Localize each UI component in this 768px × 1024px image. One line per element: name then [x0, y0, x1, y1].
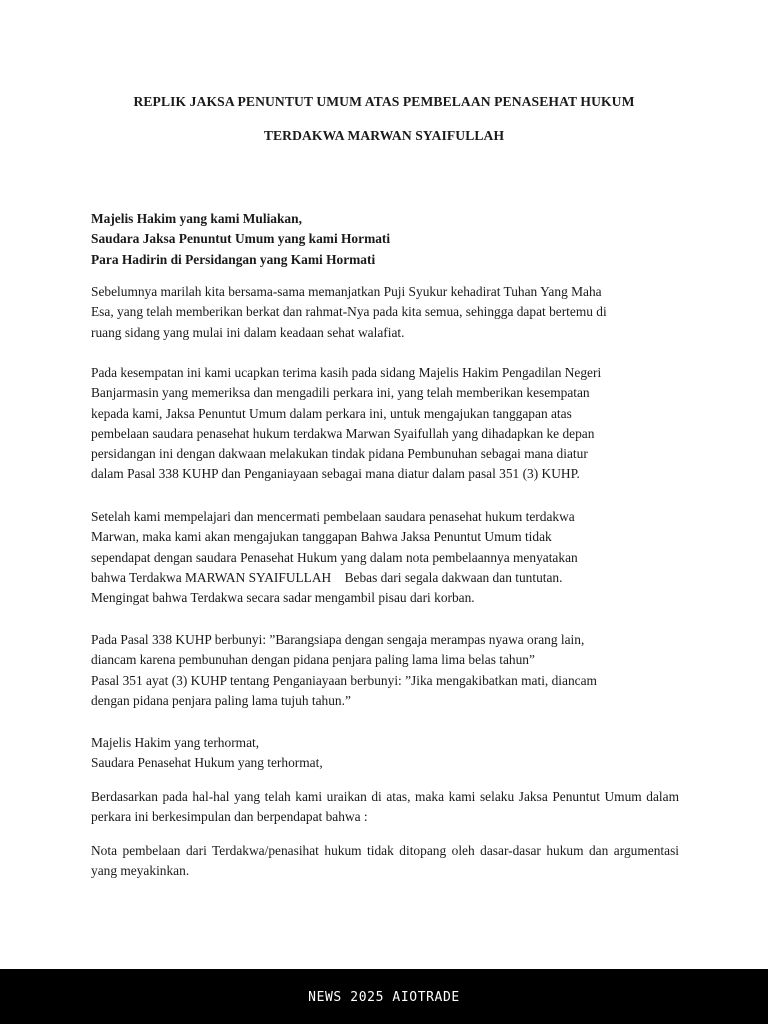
paragraph-line: Setelah kami mempelajari dan mencermati pembelaan saudara penasehat hukum terdakwa: [91, 509, 575, 524]
paragraph-line: bahwa Terdakwa MARWAN SYAIFULLAH Bebas dari segala dakwaan dan tuntutan.: [91, 569, 563, 585]
paragraph-legal-articles: [91, 630, 679, 711]
salutation-line: Majelis Hakim yang kami Muliakan,: [91, 211, 302, 226]
paragraph-line: dalam Pasal 338 KUHP dan Penganiayaan sebagai mana diatur dalam pasal 351 (3) KUHP.: [91, 466, 580, 482]
paragraph-line: Esa, yang telah memberikan berkat dan rahmat-Nya pada kita semua, sehingga dapat bertemu di: [91, 304, 607, 320]
address-line: Saudara Penasehat Hukum yang terhormat,: [91, 755, 323, 771]
paragraph-line: Pada kesempatan ini kami ucapkan terima kasih pada sidang Majelis Hakim Pengadilan Negeri: [91, 365, 602, 380]
paragraph-line: Marwan, maka kami akan mengajukan tanggapan Bahwa Jaksa Penuntut Umum tidak: [91, 529, 552, 545]
paragraph-thanks: [91, 363, 679, 485]
paragraph-line: pembelaan saudara penasehat hukum terdakwa Marwan Syaifullah yang dihadapkan ke depan: [91, 425, 595, 441]
paragraph-conclusion: Berdasarkan pada hal-hal yang telah kami uraikan di atas, maka kami selaku Jaksa Penuntut Umum dalam perkara ini berkesimpulan dan berpendapat bahwa :: [91, 789, 679, 825]
paragraph-line: persidangan ini dengan dakwaan melakukan tindak pidana Pembunuhan sebagai mana diatur: [91, 446, 588, 462]
paragraph-line: Mengingat bahwa Terdakwa secara sadar mengambil pisau dari korban.: [91, 590, 475, 606]
paragraph-line: Pasal 351 ayat (3) KUHP tentang Penganiayaan berbunyi: ”Jika mengakibatkan mati, diancam: [91, 672, 597, 688]
document-title-line-2: TERDAKWA MARWAN SYAIFULLAH: [263, 128, 505, 143]
salutation-line: Para Hadirin di Persidangan yang Kami Hormati: [91, 251, 376, 267]
paragraph-line: dengan pidana penjara paling lama tujuh tahun.”: [91, 692, 351, 708]
paragraph-response: [91, 507, 679, 608]
paragraph-opening: [91, 282, 679, 343]
address-line: Majelis Hakim yang terhormat,: [91, 735, 260, 750]
salutation-line: Saudara Jaksa Penuntut Umum yang kami Hormati: [91, 231, 391, 247]
paragraph-line: kepada kami, Jaksa Penuntut Umum dalam perkara ini, untuk mengajukan tanggapan atas: [91, 405, 572, 421]
paragraph-line: Sebelumnya marilah kita bersama-sama memanjatkan Puji Syukur kehadirat Tuhan Yang Maha: [91, 284, 602, 299]
salutation-block: [91, 209, 679, 270]
paragraph-defense-note: Nota pembelaan dari Terdakwa/penasihat hukum tidak ditopang oleh dasar-dasar hukum dan argumentasi yang meyakinkan.: [91, 843, 679, 879]
document-title-line-1: REPLIK JAKSA PENUNTUT UMUM ATAS PEMBELAAN PENASEHAT HUKUM: [133, 94, 635, 109]
paragraph-line: Pada Pasal 338 KUHP berbunyi: ”Barangsiapa dengan sengaja merampas nyawa orang lain,: [91, 632, 585, 647]
paragraph-line: diancam karena pembunuhan dengan pidana penjara paling lama lima belas tahun”: [91, 652, 535, 668]
footer-text: NEWS 2025 AIOTRADE: [308, 990, 460, 1005]
address-block: [91, 733, 679, 774]
paragraph-line: ruang sidang yang mulai ini dalam keadaan sehat walafiat.: [91, 324, 405, 340]
paragraph-line: sependapat dengan saudara Penasehat Hukum yang dalam nota pembelaannya menyatakan: [91, 549, 578, 565]
paragraph-line: Banjarmasin yang memeriksa dan mengadili perkara ini, yang telah memberikan kesempatan: [91, 385, 590, 401]
footer-bar: [0, 969, 768, 1024]
